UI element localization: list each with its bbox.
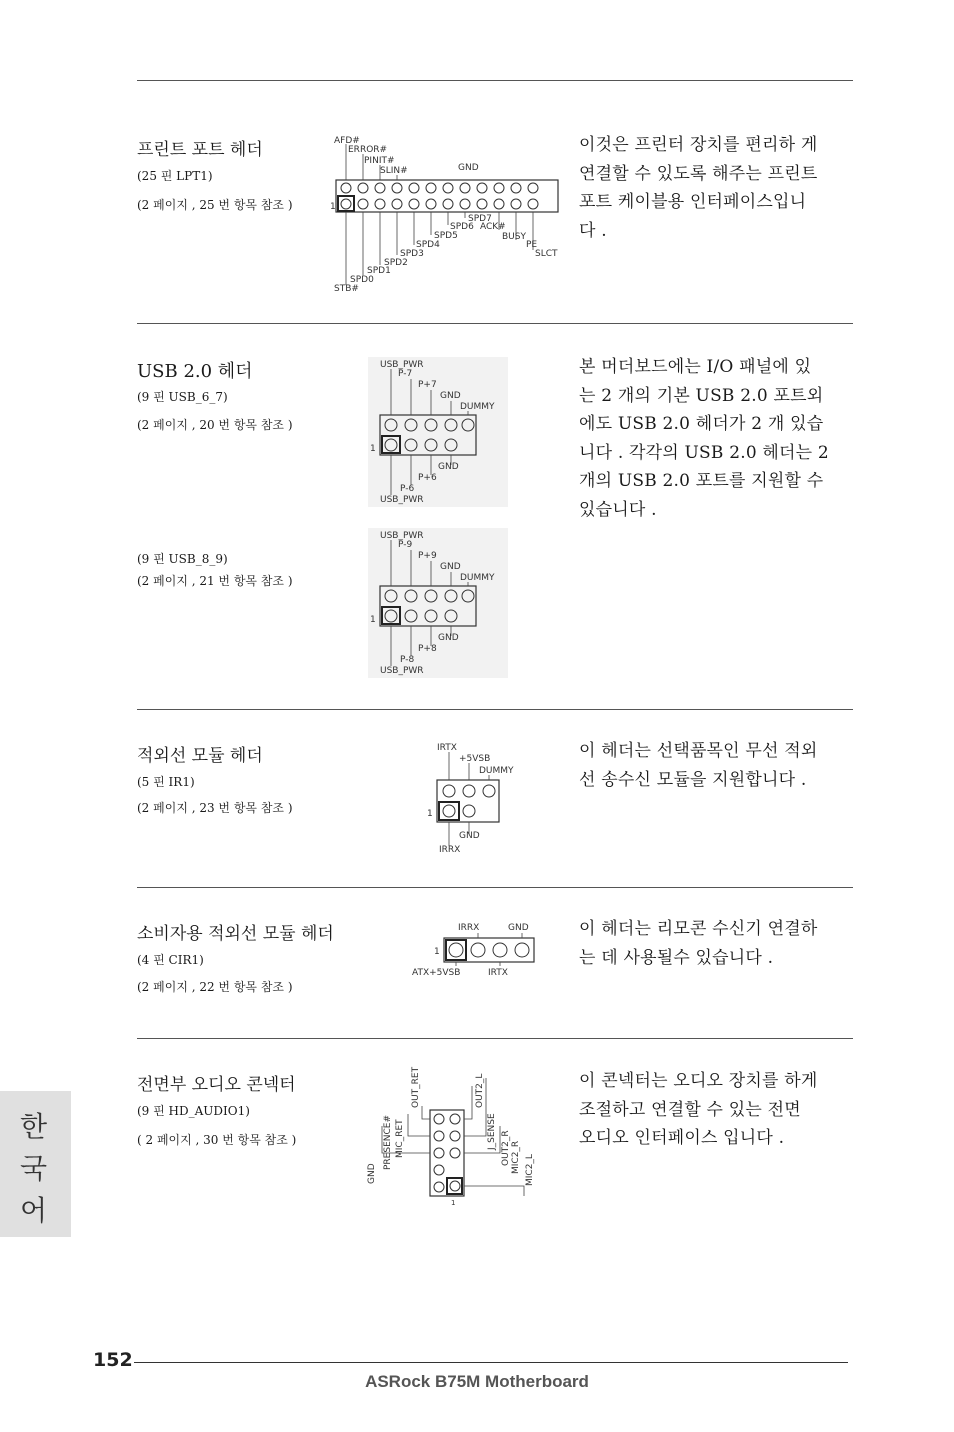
pin-one-marker: 1 [370,444,376,454]
pin-one-marker: 1 [370,615,376,625]
diagram-label: AFD# [334,136,360,146]
diagram-label: GND [367,1163,377,1184]
diagram-label: STB# [334,284,359,294]
side-tab-char: 어 [20,1194,48,1227]
side-tab-char: 국 [20,1152,48,1185]
diagram-label: P-8 [400,655,415,665]
diagram-label: PRESENCE# [383,1114,393,1170]
section-title: USB 2.0 헤더 [137,361,253,382]
diagram-label: DUMMY [460,573,495,583]
diagram-label: P-6 [400,484,415,494]
description-line: 있습니다 . [579,499,657,520]
diagram-label: OUT2_L [475,1073,485,1108]
pin-one-marker: 1 [451,1199,456,1206]
pin-one-marker: 1 [434,947,440,957]
diagram-label: SPD7 [468,214,492,224]
page-reference: (2 페이지 , 22 번 항목 참조 ) [137,980,293,994]
page-reference-second: (2 페이지 , 21 번 항목 참조 ) [137,574,293,588]
diagram-label: P-9 [398,540,413,550]
description-line: 에도 USB 2.0 헤더가 2 개 있습 [579,414,824,434]
section-title: 프린트 포트 헤더 [137,140,263,160]
diagram-label: USB_PWR [380,531,424,541]
diagram-label: P-7 [398,369,413,379]
printer-port-diagram [330,130,570,295]
diagram-label: IRRX [458,923,480,933]
description-line: 이 헤더는 선택품목인 무선 적외 [579,741,818,761]
diagram-label: USB_PWR [380,360,424,370]
diagram-label: IRTX [488,968,508,978]
diagram-label: OUT_RET [411,1066,421,1108]
diagram-label: P+7 [418,380,437,390]
description-line: 는 데 사용될수 있습니다 . [579,947,774,968]
description-line: 는 2 개의 기본 USB 2.0 포트외 [579,385,824,406]
section-title: 소비자용 적외선 모듈 헤더 [137,924,334,944]
side-tab-char: 한 [20,1110,48,1143]
section-description [579,1067,854,1153]
footer-rule [134,1362,848,1363]
pin-one-marker: 1 [427,809,433,819]
language-side-tab [0,1091,71,1237]
top-rule [137,80,853,81]
page-reference: (2 페이지 , 23 번 항목 참조 ) [137,801,293,815]
diagram-label: +5VSB [459,754,491,764]
page-reference: (2 페이지 , 25 번 항목 참조 ) [137,198,293,212]
pin-one-marker: 1 [330,202,336,212]
ir-module-diagram [425,738,535,858]
diagram-label: J_SENSE [487,1113,497,1150]
section-description [579,737,854,794]
diagram-label: ACK# [480,222,506,232]
pin-count: (5 핀 IR1) [137,775,195,789]
section-title: 전면부 오디오 콘넥터 [137,1075,296,1095]
cir-module-diagram [408,918,548,978]
pin-count: (25 핀 LPT1) [137,169,213,183]
diagram-label: GND [440,562,461,572]
section-divider [137,709,853,710]
section-divider [137,887,853,888]
section-divider [137,323,853,324]
diagram-label: USB_PWR [380,495,424,505]
section-description [579,353,854,524]
diagram-label: OUT2_R [501,1130,511,1166]
diagram-label: SPD2 [384,258,408,268]
diagram-label: SPD1 [367,266,391,276]
pin-count: (9 핀 HD_AUDIO1) [137,1104,250,1118]
hd-audio-diagram [362,1066,542,1206]
diagram-label: P+9 [418,551,437,561]
diagram-label: GND [459,831,480,841]
diagram-label: P+6 [418,473,437,483]
description-line: 다 . [579,220,607,241]
diagram-label: IRRX [439,845,461,855]
diagram-label: GND [438,462,459,472]
diagram-label: GND [440,391,461,401]
page-number: 152 [93,1349,133,1371]
description-line: 본 머더보드에는 I/O 패널에 있 [579,357,812,377]
diagram-label: SPD0 [350,275,374,285]
description-line: 이것은 프린터 장치를 편리하 게 [579,135,818,155]
usb-8-9-diagram [368,528,508,678]
description-line: 선 송수신 모듈을 지원합니다 . [579,769,807,790]
diagram-label: SPD5 [434,231,458,241]
description-line: 연결할 수 있도록 해주는 프린트 [579,163,818,184]
diagram-label: GND [438,633,459,643]
diagram-label: SPD4 [416,240,440,250]
footer-product-name: ASRock B75M Motherboard [365,1372,589,1391]
description-line: 조절하고 연결할 수 있는 전면 [579,1099,801,1120]
diagram-label: P+8 [418,644,437,654]
section-title: 적외선 모듈 헤더 [137,746,263,766]
diagram-label: ERROR# [348,145,388,155]
diagram-label: MIC2_R [511,1140,521,1174]
diagram-label: DUMMY [460,402,495,412]
diagram-label: DUMMY [479,766,514,776]
diagram-label: MIC_RET [395,1119,405,1158]
page-reference: (2 페이지 , 20 번 항목 참조 ) [137,418,293,432]
description-line: 이 콘넥터는 오디오 장치를 하게 [579,1071,818,1091]
page-reference: ( 2 페이지 , 30 번 항목 참조 ) [137,1133,297,1147]
description-line: 포트 케이블용 인터페이스입니 [579,192,807,212]
diagram-label: MIC2_L [525,1154,535,1186]
description-line: 니다 . 각각의 USB 2.0 헤더는 2 [579,442,829,463]
pin-count-second: (9 핀 USB_8_9) [137,552,228,566]
pin-count: (4 핀 CIR1) [137,953,204,967]
diagram-label: SLCT [535,249,558,259]
usb-6-7-diagram [368,357,508,507]
diagram-label: SPD6 [450,222,474,232]
diagram-label: IRTX [437,743,457,753]
diagram-label: PE [526,240,538,250]
diagram-label: GND [458,163,479,173]
diagram-label: SLIN# [380,166,408,176]
pin-count: (9 핀 USB_6_7) [137,390,228,404]
description-line: 이 헤더는 리모콘 수신기 연결하 [579,919,818,939]
diagram-label: SPD3 [400,249,424,259]
description-line: 개의 USB 2.0 포트를 지원할 수 [579,471,824,491]
diagram-label: BUSY [502,232,526,242]
description-line: 오디오 인터페이스 입니다 . [579,1128,785,1148]
diagram-label: GND [508,923,529,933]
section-description [579,131,854,245]
diagram-label: PINIT# [364,156,395,166]
section-description [579,915,854,972]
diagram-label: ATX+5VSB [412,968,461,978]
section-divider [137,1038,853,1039]
diagram-label: USB_PWR [380,666,424,676]
